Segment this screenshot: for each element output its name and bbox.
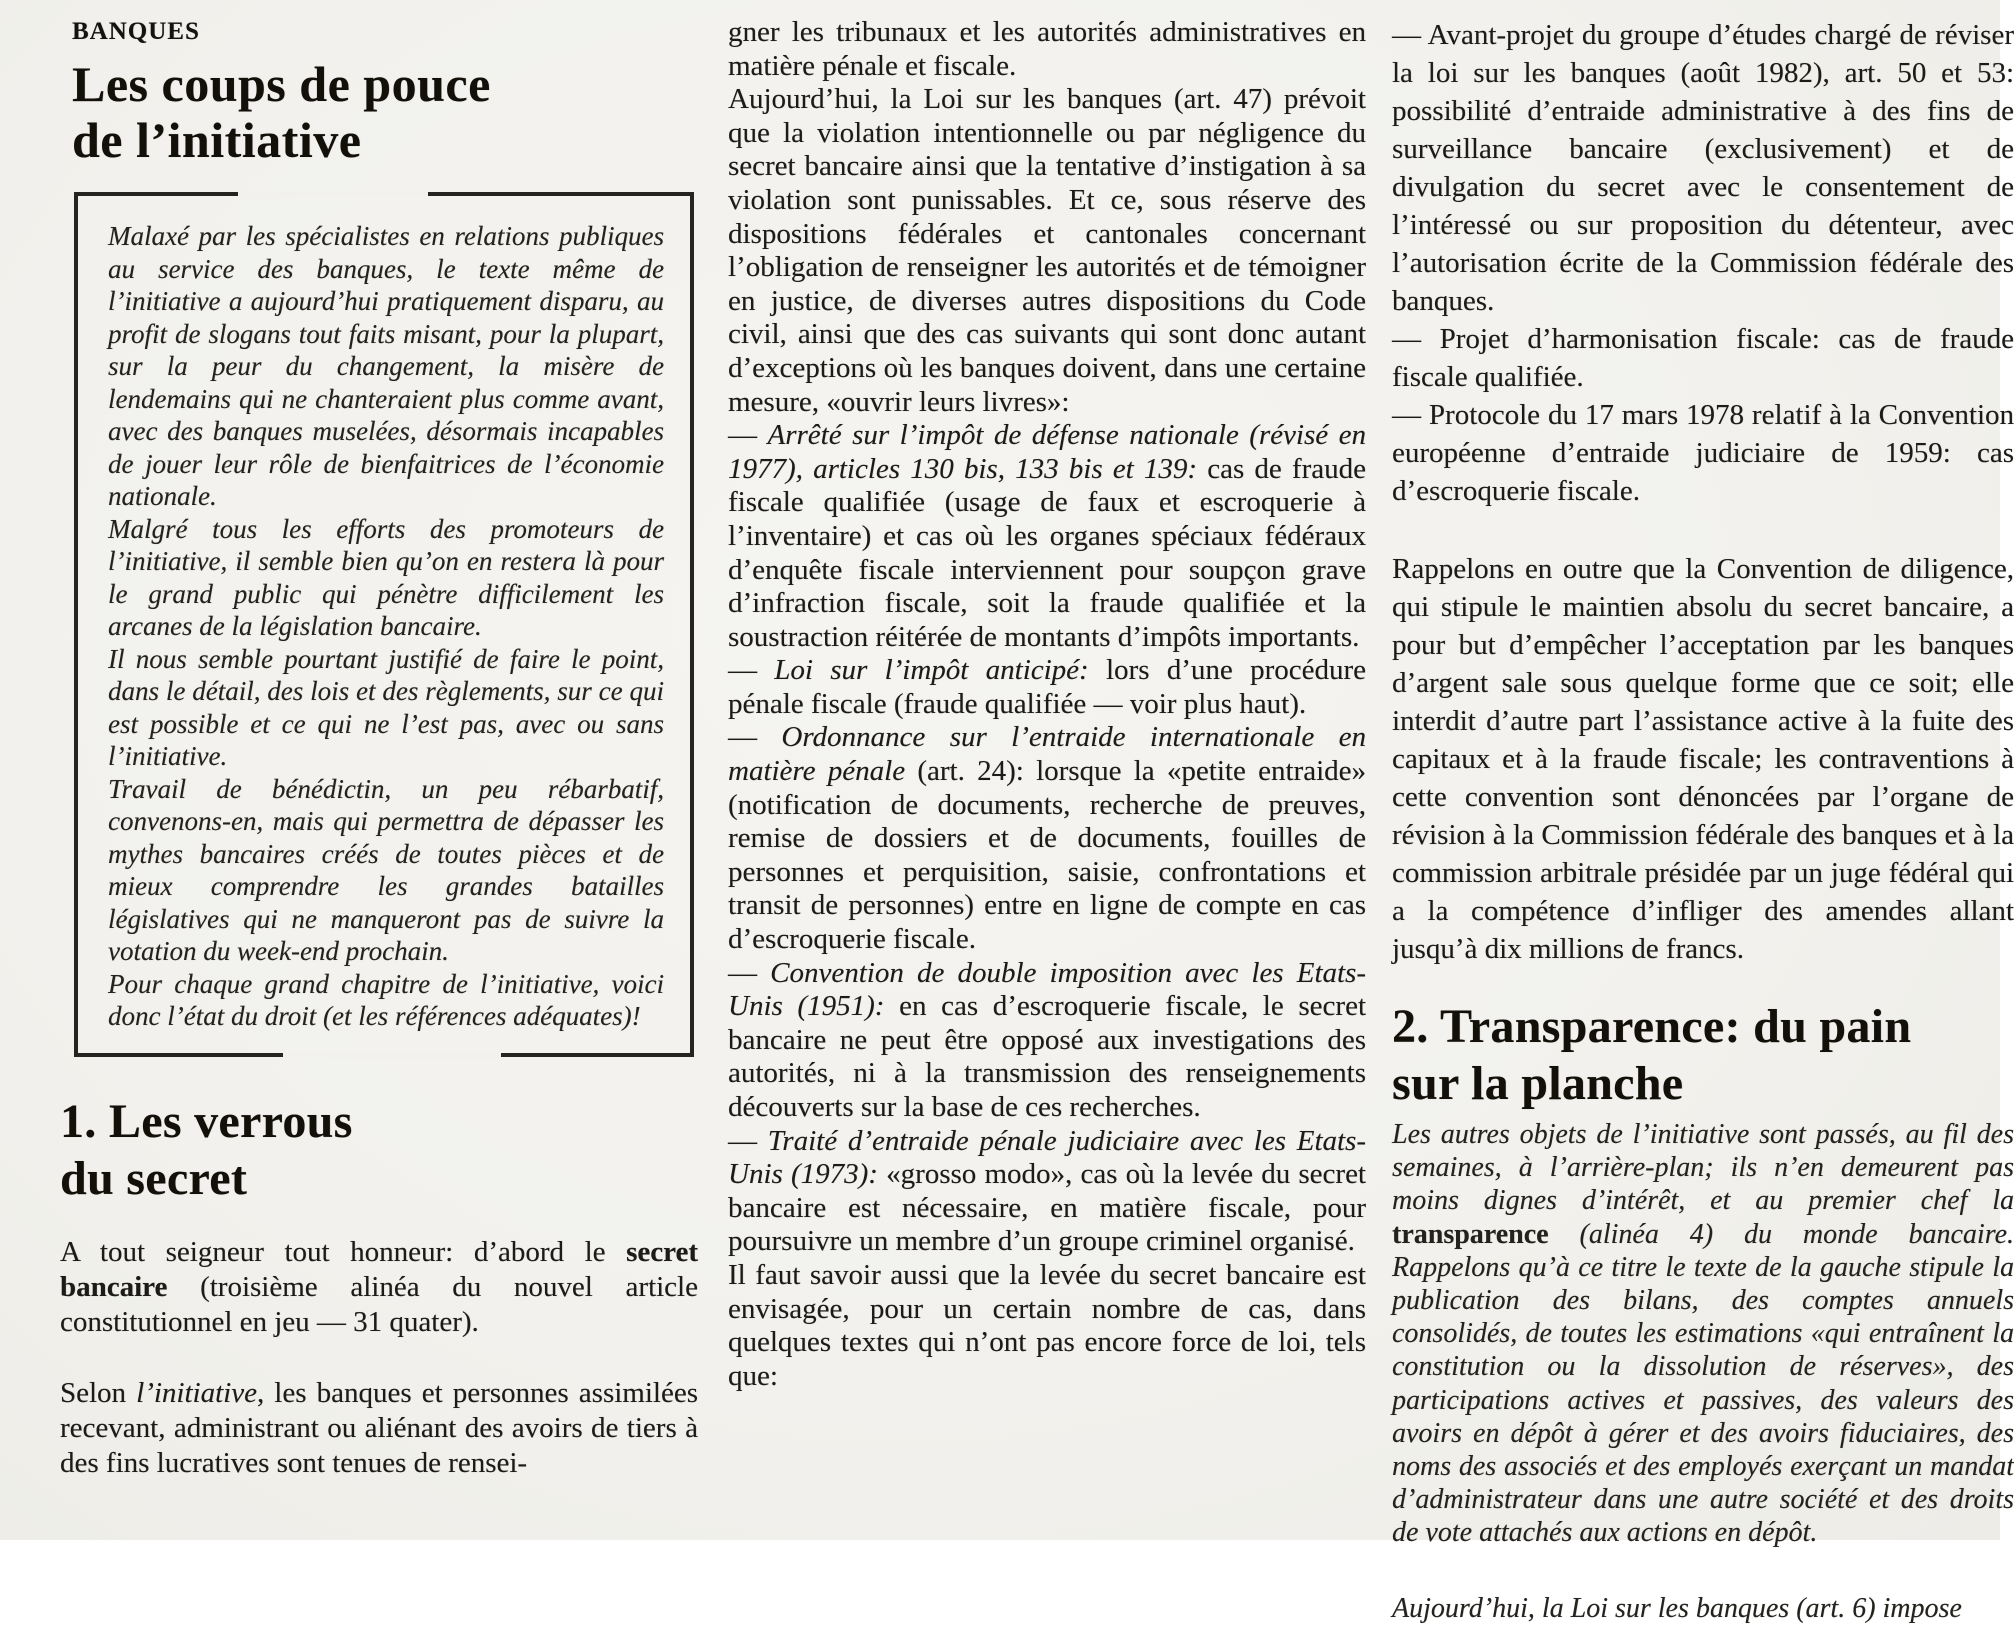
- text-segment: en cas d’escroquerie fiscale, le secret bancaire ne peut être opposé aux investigations des autorités, ni à la transmission des renseignements découverts sur la base de ces recherches.: [728, 990, 1366, 1123]
- intro-paragraph-5: Pour chaque grand chapitre de l’initiative, voici donc l’état du droit (et les références adéquates)!: [108, 968, 664, 1031]
- list-item-arrete-impot: [728, 419, 1366, 654]
- box-border-gap-top: [238, 191, 428, 197]
- paragraph-loi-banques-47: Aujourd’hui, la Loi sur les banques (art. 47) prévoit que la violation intentionnelle ou par négligence du secret bancaire ainsi que la tentative d’instigation à sa violation sont punissables. Et ce, sous réserve des dispositions fédérales et cantonales concernant l’obligation de renseigner les autorités et de témoigner en justice, de diverses autres dispositions du Code civil, ainsi que des cas suivants qui sont donc autant d’exceptions où les banques doivent, dans une certaine mesure, «ouvrir leurs livres»:: [728, 83, 1366, 418]
- paragraph-levee-secret: Il faut savoir aussi que la levée du secret bancaire est envisagée, pour un certain nombre de cas, dans quelques textes qui n’ont pas encore force de loi, tels que:: [728, 1258, 1366, 1392]
- headline-line-1: Les coups de pouce: [72, 56, 491, 112]
- list-item-protocole-1978: — Protocole du 17 mars 1978 relatif à la Convention européenne d’entraide judiciaire de 1959: cas d’escroquerie fiscale.: [1392, 399, 2014, 507]
- text-segment: , les banques et personnes assimilées recevant, administrant ou aliénant des avoirs de tiers à des fins lucratives sont tenues de rensei-: [60, 1376, 699, 1479]
- intro-paragraph-2: Malgré tous les efforts des promoteurs de l’initiative, il semble bien qu’on en restera là pour le grand public qui pénètre difficilement les arcanes de la législation bancaire.: [108, 513, 664, 641]
- section-2-heading-line-1: 2. Transparence: du pain: [1392, 1000, 1912, 1053]
- text-segment: lors d’une procédure pénale fiscale (fraude qualifiée — voir plus haut).: [728, 654, 1367, 720]
- paragraph-secret-bancaire: [60, 1235, 698, 1340]
- section-2-heading-line-2: sur la planche: [1392, 1057, 1684, 1110]
- article-headline: [72, 56, 700, 168]
- list-item-projet-harmonisation: — Projet d’harmonisation fiscale: cas de fraude fiscale qualifiée.: [1392, 323, 2014, 393]
- text-segment: Traité d’entraide pénale judiciaire avec les Etats-Unis (1973):: [728, 1124, 1367, 1191]
- section-1-heading-line-2: du secret: [60, 1151, 248, 1205]
- list-item-loi-impot-anticipe: [728, 654, 1366, 721]
- column-1: [58, 16, 700, 1481]
- text-segment: Les autres objets de l’initiative sont passés, au fil des semaines, à l’arrière-plan; ils n’en demeurent pas moins dignes d’intérêt, et au premier chef la: [1392, 1119, 2014, 1217]
- list-item-avant-projet: — Avant-projet du groupe d’études chargé de réviser la loi sur les banques (août 1982), art. 50 et 53: possibilité d’entraide administrative à des fins de surveillance bancaire (exclusivement) et de divulgation du secret avec le consentement de l’intéressé ou sur proposition du détenteur, avec l’autorisation écrite de la Commission fédérale des banques.: [1392, 19, 2014, 317]
- text-segment: secret bancaire: [60, 1235, 698, 1303]
- text-segment: Arrêté sur l’impôt de défense nationale (révisé en 1977), articles 130 bis, 133 bis et 139:: [728, 419, 1367, 485]
- list-item-ordonnance-entraide: [728, 721, 1366, 956]
- column-2: [728, 16, 1366, 1393]
- intro-paragraph-3: Il nous semble pourtant justifié de faire le point, dans le détail, des lois et des règlements, sur ce qui est possible et ce qui ne l’est pas, avec ou sans l’initiative.: [108, 643, 664, 771]
- box-border-gap-bottom: [283, 1052, 501, 1058]
- text-segment: l’initiative: [136, 1376, 257, 1409]
- text-segment: (troisième alinéa du nouvel article constitutionnel en jeu — 31 quater).: [60, 1270, 698, 1338]
- section-1-heading-line-1: 1. Les verrous: [60, 1094, 353, 1148]
- paragraph-convention-diligence: Rappelons en outre que la Convention de diligence, qui stipule le maintien absolu du secret bancaire, a pour but d’empêcher l’acceptation par les banques d’argent sale sous quelque forme que ce soit; elle interdit d’autre part l’assistance active à la fuite des capitaux et à la fraude fiscale; les contraventions à cette convention sont dénoncées par l’organe de révision à la Commission fédérale des banques et à la commission arbitrale présidée par un juge fédéral qui a la compétence d’infliger des amendes allant jusqu’à dix millions de francs.: [1392, 553, 2014, 965]
- headline-line-2: de l’initiative: [72, 112, 362, 168]
- section-2-heading: [1392, 998, 2014, 1112]
- paragraph-continuation: gner les tribunaux et les autorités administratives en matière pénale et fiscale.: [728, 16, 1366, 82]
- text-segment: A tout seigneur tout honneur: d’abord le: [60, 1235, 627, 1268]
- text-segment: Selon: [60, 1376, 137, 1409]
- paragraph-selon-initiative: [60, 1376, 698, 1481]
- text-segment: —: [728, 419, 768, 452]
- text-segment: (art. 24): lorsque la «petite entraide» (notification de documents, recherche de preuves, remise de dossiers et de documents, fouilles de personnes et perquisition, saisie, confrontations et transit de personnes) entre en ligne de compte en cas d’escroquerie fiscale.: [728, 755, 1366, 956]
- text-segment: —: [728, 721, 782, 754]
- section-kicker: BANQUES: [72, 18, 200, 45]
- text-segment: Convention de double imposition avec les Etats-Unis (1951):: [728, 956, 1367, 1023]
- text-segment: —: [728, 1124, 768, 1157]
- list-item-traite-entraide: [728, 1125, 1366, 1259]
- paragraph-transparence: [1392, 1118, 2014, 1550]
- text-segment: Loi sur l’impôt anticipé:: [774, 654, 1089, 687]
- text-segment: Ordonnance sur l’entraide internationale en matière pénale: [728, 721, 1367, 788]
- section-1-heading: [60, 1093, 700, 1207]
- paragraph-loi-banques-6: Aujourd’hui, la Loi sur les banques (art. 6) impose: [1392, 1592, 1962, 1624]
- text-segment: «grosso modo», cas où la levée du secret bancaire est nécessaire, en matière fiscale, pour poursuivre un membre d’un groupe criminel organisé.: [728, 1158, 1366, 1258]
- list-item-convention-double-imposition: [728, 957, 1366, 1125]
- text-segment: —: [728, 654, 775, 687]
- intro-paragraph-1: Malaxé par les spécialistes en relations publiques au service des banques, le texte même de l’initiative a aujourd’hui pratiquement disparu, au profit de slogans tout faits misant, pour la plupart, sur la peur du changement, la misère de lendemains qui ne chanteraient plus comme avant, avec des banques muselées, désormais incapables de jouer leur rôle de bienfaitrices de l’économie nationale.: [108, 221, 664, 511]
- text-segment: —: [728, 956, 771, 989]
- text-segment: (alinéa 4) du monde bancaire. Rappelons qu’à ce titre le texte de la gauche stipule la publication des bilans, des comptes annuels consolidés, de toutes les estimations «qui entraînent la constitution ou la dissolution de réserves», des participations actives et passives, des valeurs des avoirs en dépôt à gérer et des avoirs fiduciaires, des noms des associés et des employés exerçant un mandat d’administrateur dans une autre société et des droits de vote attachés aux actions en dépôt.: [1392, 1218, 2014, 1549]
- text-segment: cas de fraude fiscale qualifiée (usage de faux et escroquerie à l’inventaire) et cas où les organes spéciaux fédéraux d’enquête fiscale interviennent pour soupçon grave d’infraction fiscale, soit la fraude qualifiée et la soustraction réitérée de montants d’impôts importants.: [728, 452, 1366, 653]
- intro-paragraph-4: Travail de bénédictin, un peu rébarbatif, convenons-en, mais qui permettra de dépasser les mythes bancaires créés de toutes pièces et de mieux comprendre les grandes batailles législatives qui ne manqueront pas de suivre la votation du week-end prochain.: [108, 773, 664, 966]
- intro-box: [74, 192, 694, 1057]
- column-3: [1392, 16, 2014, 1625]
- text-segment: transparence: [1392, 1218, 1549, 1250]
